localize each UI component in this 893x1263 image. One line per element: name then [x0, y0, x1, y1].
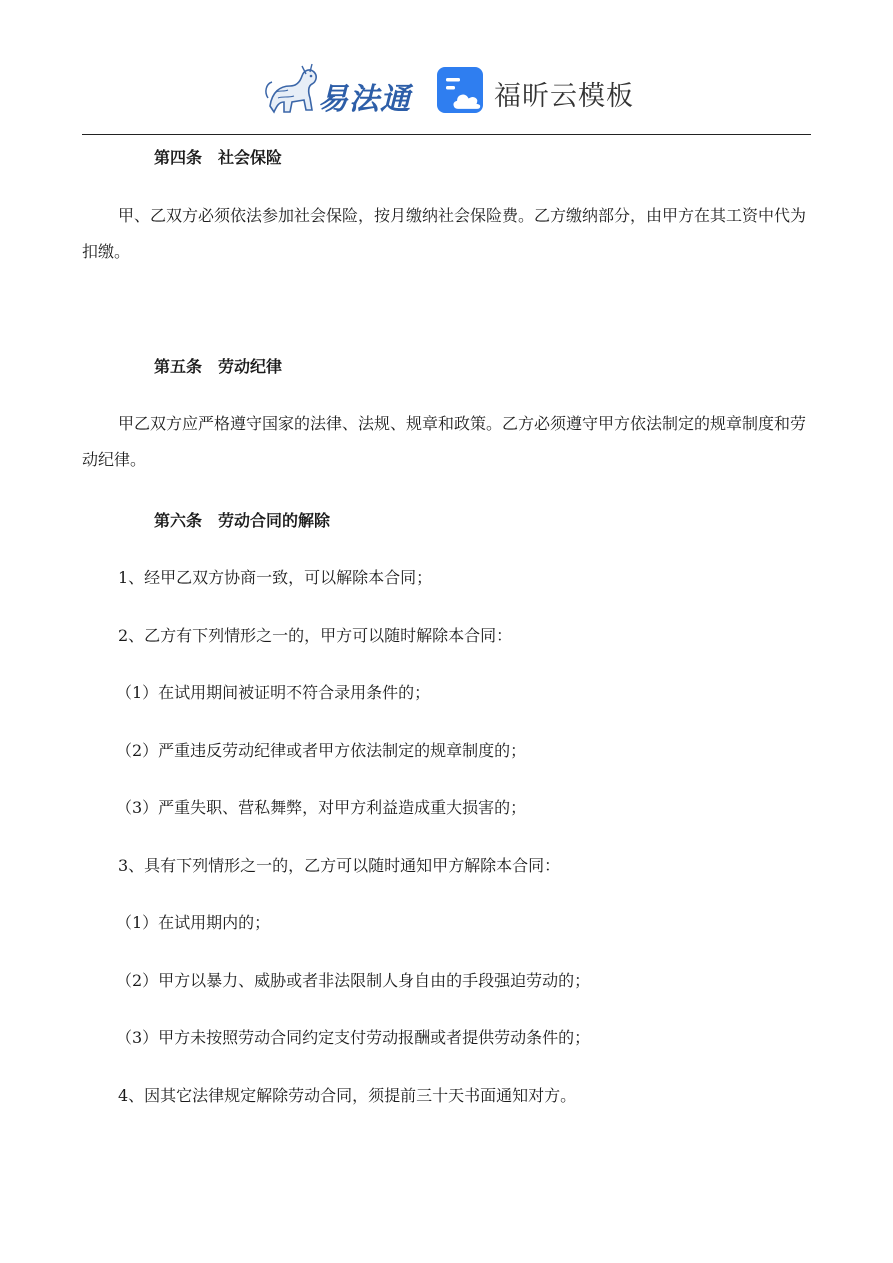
document-cloud-icon	[436, 66, 488, 116]
list-sub-item: （3）严重失职、营私舞弊，对甲方利益造成重大损害的；	[116, 798, 527, 817]
qilin-icon	[262, 62, 322, 118]
list-item: 1、经甲乙双方协商一致，可以解除本合同；	[118, 568, 433, 587]
page-header	[0, 0, 893, 134]
list-sub-item: （3）甲方未按照劳动合同约定支付劳动报酬或者提供劳动条件的；	[116, 1028, 591, 1047]
yifatong-logo-text: 易法通	[318, 82, 411, 117]
list-sub-item: （1）在试用期内的；	[116, 913, 271, 932]
section-number: 第四条	[154, 148, 203, 167]
fuxin-cloud-template-logo	[436, 66, 636, 116]
section-5-body: 甲乙双方应严格遵守国家的法律、法规、规章和政策。乙方必须遵守甲方依法制定的规章制度和劳动纪律。	[82, 414, 807, 469]
list-item: 3、具有下列情形之一的，乙方可以随时通知甲方解除本合同：	[118, 856, 561, 875]
section-5-heading	[82, 349, 811, 385]
section-title: 社会保险	[218, 148, 283, 167]
list-item: 4、因其它法律规定解除劳动合同，须提前三十天书面通知对方。	[118, 1086, 577, 1105]
section-number: 第五条	[154, 357, 203, 376]
fuxin-logo-text: 福昕云模板	[494, 81, 634, 112]
list-item: 2、乙方有下列情形之一的，甲方可以随时解除本合同：	[118, 626, 513, 645]
section-title: 劳动合同的解除	[218, 511, 331, 530]
list-sub-item: （2）严重违反劳动纪律或者甲方依法制定的规章制度的；	[116, 741, 527, 760]
section-4-heading	[82, 140, 811, 176]
section-title: 劳动纪律	[218, 357, 283, 376]
list-sub-item: （1）在试用期间被证明不符合录用条件的；	[116, 683, 431, 702]
section-number: 第六条	[154, 511, 203, 530]
section-6-heading	[82, 503, 811, 539]
section-4-body: 甲、乙双方必须依法参加社会保险，按月缴纳社会保险费。乙方缴纳部分，由甲方在其工资中代为扣缴。	[82, 206, 807, 261]
header-divider	[82, 134, 811, 135]
list-sub-item: （2）甲方以暴力、威胁或者非法限制人身自由的手段强迫劳动的；	[116, 971, 591, 990]
yifatong-logo	[262, 62, 414, 118]
